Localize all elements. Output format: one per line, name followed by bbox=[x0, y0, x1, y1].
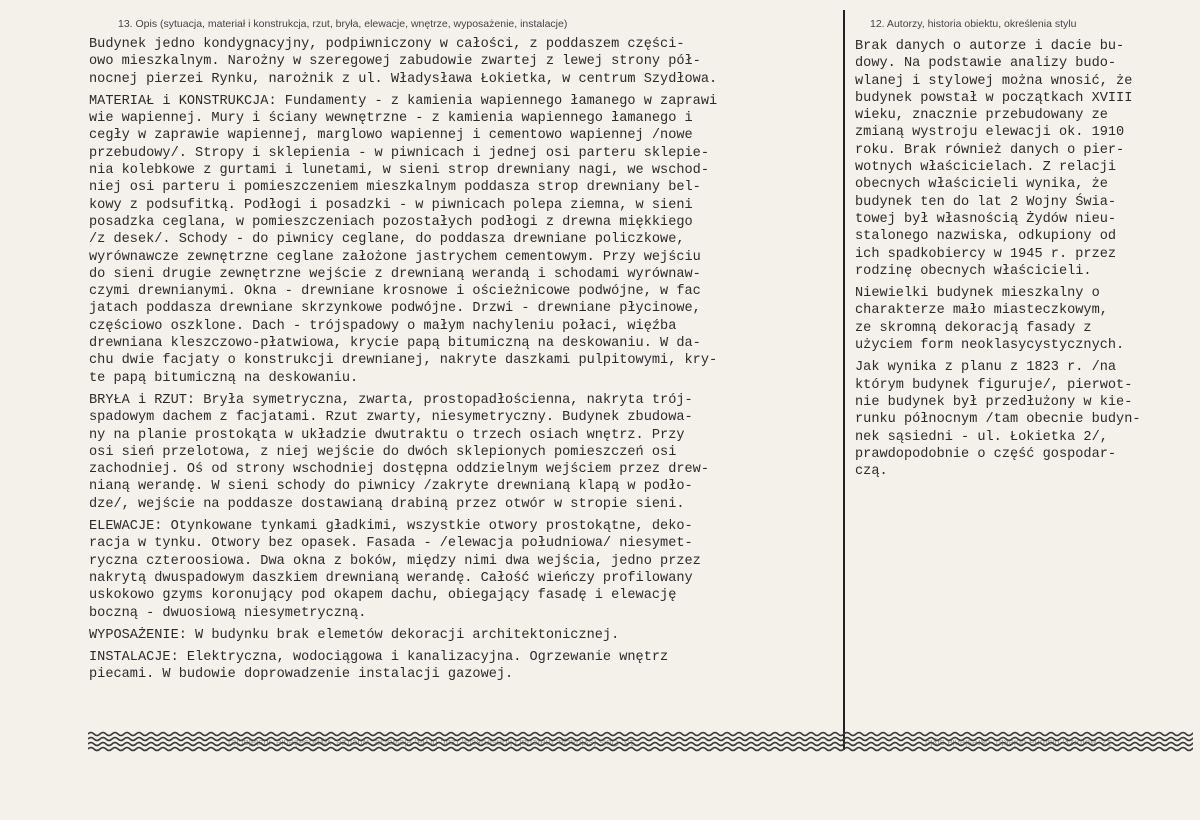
text-line: którym budynek figuruje/, pierwot- bbox=[855, 377, 1133, 393]
text-line: towej był własnością Żydów nieu- bbox=[855, 211, 1117, 227]
mirrored-header-bleed-right: 12. Autorzy, historia obiektu, określenia stylu bbox=[925, 737, 1112, 748]
text-line: wlanej i stylowej można wnosić, że bbox=[855, 73, 1133, 89]
section-12-header: 12. Autorzy, historia obiektu, określenia stylu bbox=[870, 18, 1077, 30]
text-line: MATERIAŁ i KONSTRUKCJA: Fundamenty - z kamienia wapiennego łamanego w zaprawi bbox=[89, 93, 718, 109]
text-line: nia kolebkowe z gurtami i lunetami, w sieni strop drewniany nagi, we wschod- bbox=[89, 163, 709, 179]
text-line: Niewielki budynek mieszkalny o bbox=[855, 286, 1100, 302]
text-line: nek sąsiedni - ul. Łokietka 2/, bbox=[855, 429, 1108, 445]
text-line: niej osi parteru i pomieszczeniem mieszkalnym poddasza strop drewniany bel- bbox=[89, 180, 701, 196]
text-line: /z desek/. Schody - do piwnicy ceglane, do poddasza drewniane policzkowe, bbox=[89, 232, 685, 248]
wave-line bbox=[88, 733, 1193, 736]
description-paragraph bbox=[89, 627, 839, 644]
section-13-header: 13. Opis (sytuacja, materiał i konstrukcja, rzut, bryła, elewacje, wnętrze, wyposażenie, instalacje) bbox=[118, 18, 568, 30]
text-line: dowy. Na podstawie analizy budo- bbox=[855, 56, 1117, 72]
text-line: wie wapiennej. Mury i ściany wewnętrzne - z kamienia wapiennego łamanego i bbox=[89, 111, 693, 127]
text-line: racja w tynku. Otwory bez opasek. Fasada - /elewacja południowa/ niesymet- bbox=[89, 536, 693, 552]
history-column bbox=[855, 38, 1195, 485]
column-divider bbox=[843, 10, 845, 750]
text-line: nocnej pierzei Rynku, narożnik z ul. Władysława Łokietka, w centrum Szydłowa. bbox=[89, 71, 718, 87]
text-line: owo mieszkalnym. Narożny w szeregowej zabudowie zwartej z lewej strony pół- bbox=[89, 54, 701, 70]
text-line: zachodniej. Oś od strony wschodniej dostępna oddzielnym wejściem przez drew- bbox=[89, 462, 709, 478]
text-line: czymi drewnianymi. Okna - drewniane krosnowe i ościeżnicowe podwójne, w fac bbox=[89, 284, 701, 300]
text-line: BRYŁA i RZUT: Bryła symetryczna, zwarta, prostopadłościenna, nakryta trój- bbox=[89, 392, 693, 408]
text-line: dze/, wejście na poddasze dostawianą drabiną przez otwór w stropie sieni. bbox=[89, 496, 685, 512]
description-paragraph bbox=[89, 518, 839, 622]
text-line: posadzka ceglana, w pomieszczeniach pozostałych podłogi z drewna miękkiego bbox=[89, 214, 693, 230]
text-line: obecnych właścicieli wynika, że bbox=[855, 177, 1108, 193]
text-line: ryczna czteroosiowa. Dwa okna z boków, między nimi dwa wejścia, jedno przez bbox=[89, 553, 701, 569]
text-line: piecami. W budowie doprowadzenie instalacji gazowej. bbox=[89, 667, 514, 683]
text-line: budynek ten do lat 2 Wojny Świa- bbox=[855, 194, 1117, 210]
text-line: charakterze mało miasteczkowym, bbox=[855, 303, 1108, 319]
text-line: WYPOSAŻENIE: W budynku brak elemetów dekoracji architektonicznej. bbox=[89, 627, 620, 643]
text-line: Brak danych o autorze i dacie bu- bbox=[855, 39, 1125, 54]
text-line: nie budynek był przedłużony w kie- bbox=[855, 394, 1133, 410]
text-line: ze skromną dekoracją fasady z bbox=[855, 320, 1092, 336]
text-line: stalonego nazwiska, odkupiony od bbox=[855, 229, 1117, 245]
text-line: ELEWACJE: Otynkowane tynkami gładkimi, wszystkie otwory prostokątne, deko- bbox=[89, 519, 693, 535]
description-paragraph bbox=[89, 36, 839, 88]
text-line: Jak wynika z planu z 1823 r. /na bbox=[855, 360, 1117, 376]
text-line: te papą bitumiczną na deskowaniu. bbox=[89, 370, 359, 386]
text-line: rodzinę obecnych właścicieli. bbox=[855, 263, 1092, 279]
text-line: nianą werandę. W sieni schody do piwnicy /zakryte drewnianą klapą w podło- bbox=[89, 479, 693, 495]
description-paragraph bbox=[89, 93, 839, 387]
text-line: nakrytą dwuspadowym daszkiem drewnianą werandę. Całość wieńczy profilowany bbox=[89, 570, 693, 586]
description-column bbox=[89, 36, 839, 689]
text-line: INSTALACJE: Elektryczna, wodociągowa i kanalizacyjna. Ogrzewanie wnętrz bbox=[89, 650, 669, 666]
text-line: boczną - dwuosiową niesymetryczną. bbox=[89, 605, 367, 621]
description-paragraph bbox=[89, 649, 839, 684]
text-line: spadowym dachem z facjatami. Rzut zwarty, niesymetryczny. Budynek zbudowa- bbox=[89, 410, 693, 426]
text-line: użyciem form neoklasycystycznych. bbox=[855, 338, 1125, 354]
text-line: chu dwie facjaty o konstrukcji drewnianej, nakryte daszkami pulpitowymi, kry- bbox=[89, 353, 718, 369]
history-paragraph bbox=[855, 285, 1195, 354]
text-line: kowy z podsufitką. Podłogi i posadzki - w piwnicach polepa ziemna, w sieni bbox=[89, 197, 693, 213]
text-line: ich spadkobiercy w 1945 r. przez bbox=[855, 246, 1117, 262]
text-line: zmianą wystroju elewacji ok. 1910 bbox=[855, 125, 1125, 141]
text-line: prawdopodobnie o część gospodar- bbox=[855, 446, 1117, 462]
text-line: drewniana kleszczowo-płatwiowa, krycie papą bitumiczną na deskowaniu. W da- bbox=[89, 336, 701, 352]
text-line: czą. bbox=[855, 464, 888, 480]
text-line: jatach poddasza drewniane skrzynkowe podwójne. Drzwi - drewniane płycinowe, bbox=[89, 301, 701, 317]
text-line: runku północnym /tam obecnie budyn- bbox=[855, 412, 1141, 428]
text-line: Budynek jedno kondygnacyjny, podpiwniczony w całości, z poddaszem części- bbox=[89, 37, 685, 52]
text-line: wotnych właścicielach. Z relacji bbox=[855, 160, 1117, 176]
description-paragraph bbox=[89, 392, 839, 513]
text-line: budynek powstał w początkach XVIII bbox=[855, 90, 1133, 106]
history-paragraph bbox=[855, 38, 1195, 280]
text-line: uskokowo gzyms koronujący pod okapem dachu, obiegający fasadę i elewację bbox=[89, 588, 677, 604]
text-line: wieku, znacznie przebudowany ze bbox=[855, 108, 1108, 124]
text-line: cegły w zaprawie wapiennej, marglowo wapiennej i cementowo wapiennej /nowe bbox=[89, 128, 693, 144]
text-line: ny na planie prostokąta w układzie dwutraktu o trzech osiach wnętrz. Przy bbox=[89, 427, 685, 443]
mirrored-header-bleed-left: 13. Opis (sytuacja, materiał i konstrukcja, rzut, bryła, elewacje, wnętrze, wyposażenie, instalacje) bbox=[228, 737, 635, 748]
text-line: do sieni drugie zewnętrzne wejście z drewnianą werandą i schodami wyrównaw- bbox=[89, 266, 701, 282]
text-line: częściowo oszklone. Dach - trójspadowy o małym nachyleniu połaci, więźba bbox=[89, 318, 677, 334]
text-line: przebudowy/. Stropy i sklepienia - w piwnicach i jednej osi parteru sklepie- bbox=[89, 145, 709, 161]
history-paragraph bbox=[855, 359, 1195, 480]
text-line: wyrównawcze zewnętrzne ceglane założone jastrychem cementowym. Przy wejściu bbox=[89, 249, 701, 265]
text-line: osi sień przelotowa, z niej wejście do dwóch sklepionych pomieszczeń osi bbox=[89, 444, 677, 460]
text-line: roku. Brak również danych o pier- bbox=[855, 142, 1125, 158]
